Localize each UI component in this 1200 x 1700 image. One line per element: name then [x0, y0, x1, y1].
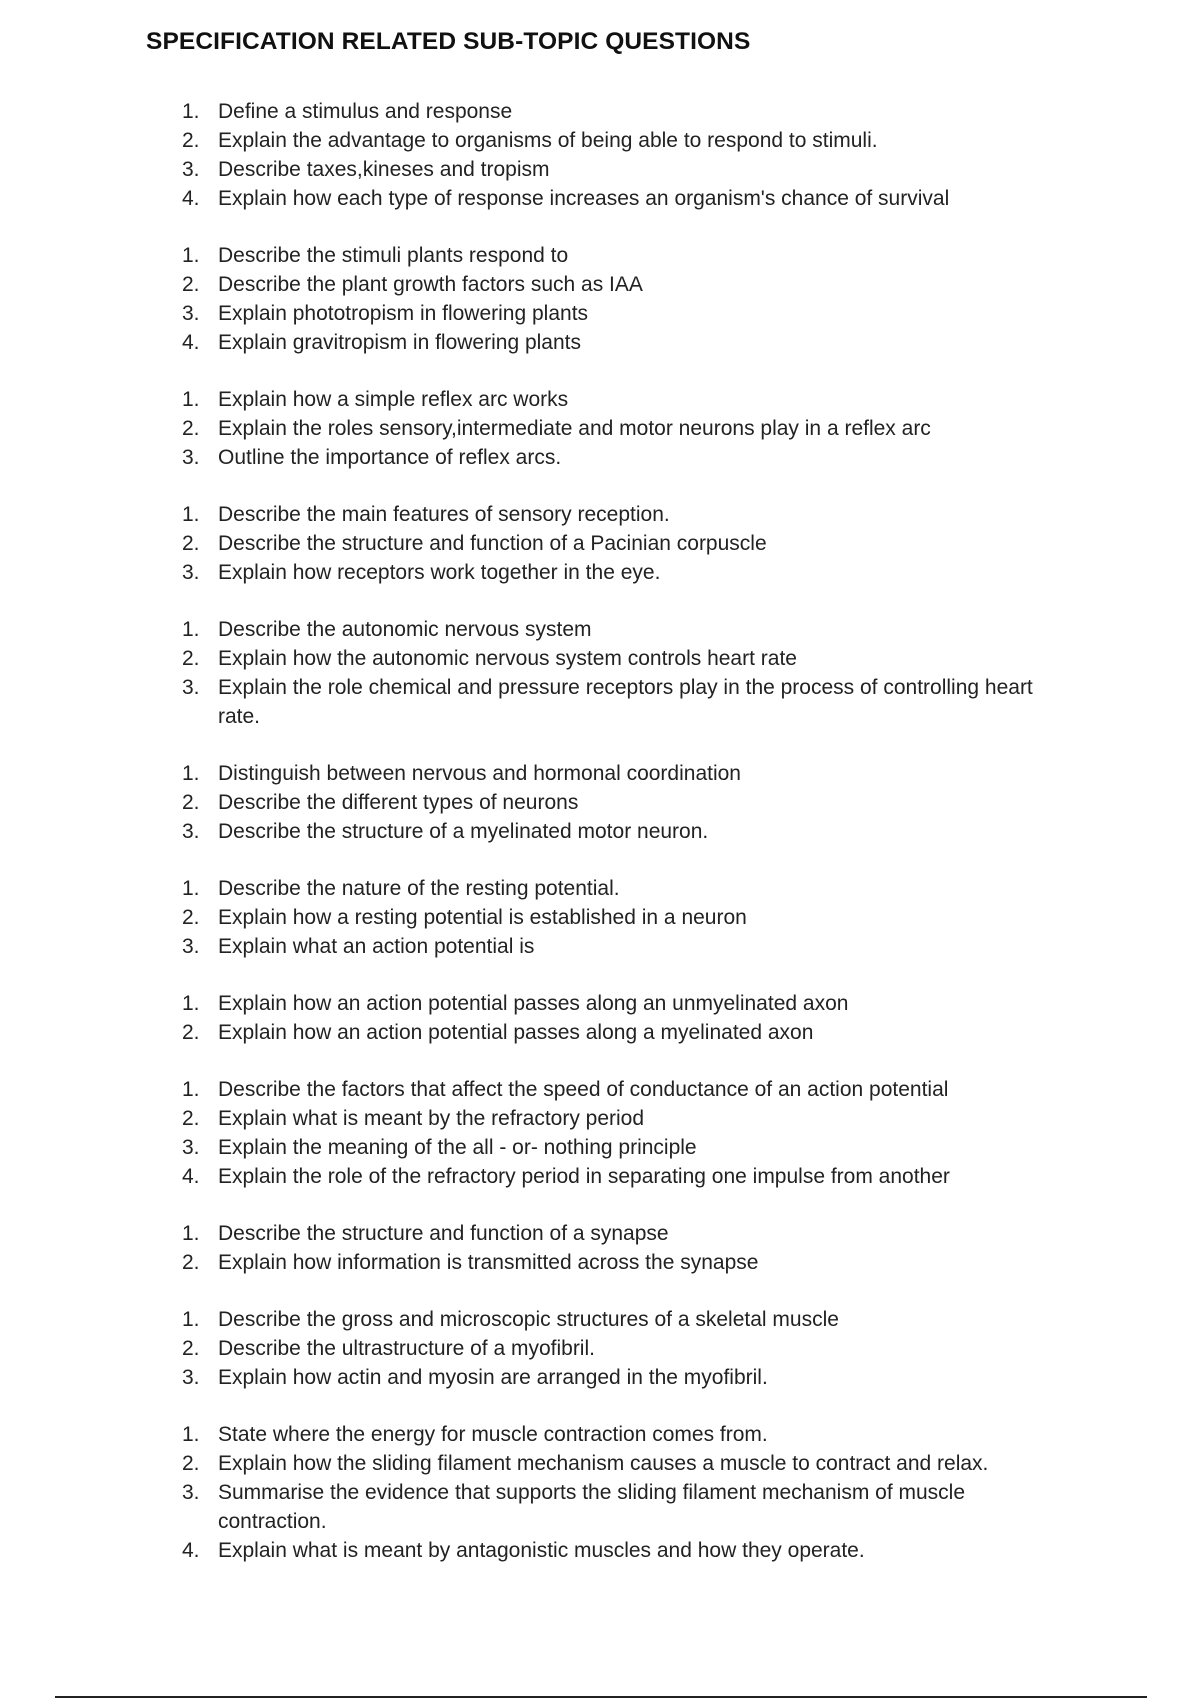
question-number: 4.	[182, 1165, 200, 1188]
question-number: 1.	[182, 388, 200, 411]
question-text: Describe the ultrastructure of a myofibril.	[218, 1337, 595, 1360]
question-item	[0, 184, 1038, 213]
question-number: 1.	[182, 244, 200, 267]
question-group	[0, 874, 1200, 961]
question-group	[0, 500, 1200, 587]
question-text: Explain what an action potential is	[218, 935, 535, 958]
question-number: 2.	[182, 1337, 200, 1360]
question-text: Explain the advantage to organisms of being able to respond to stimuli.	[218, 129, 878, 152]
question-item	[0, 1219, 1038, 1248]
question-item	[0, 1305, 1038, 1334]
question-text: Explain what is meant by antagonistic muscles and how they operate.	[218, 1539, 865, 1562]
question-text: Distinguish between nervous and hormonal coordination	[218, 762, 741, 785]
question-group	[0, 97, 1200, 213]
question-item	[0, 299, 1038, 328]
question-number: 2.	[182, 906, 200, 929]
question-number: 3.	[182, 302, 200, 325]
question-item	[0, 1334, 1038, 1363]
question-item	[0, 558, 1038, 587]
question-number: 1.	[182, 762, 200, 785]
question-text: Explain how an action potential passes along a myelinated axon	[218, 1021, 814, 1044]
question-group	[0, 1420, 1200, 1565]
question-text: Describe the autonomic nervous system	[218, 618, 592, 641]
question-text: Explain what is meant by the refractory period	[218, 1107, 645, 1130]
question-number: 1.	[182, 503, 200, 526]
question-text: Explain the roles sensory,intermediate and motor neurons play in a reflex arc	[218, 417, 931, 440]
question-text: Describe the plant growth factors such as IAA	[218, 273, 643, 296]
question-group	[0, 1219, 1200, 1277]
question-number: 2.	[182, 791, 200, 814]
page-title: SPECIFICATION RELATED SUB-TOPIC QUESTIONS	[146, 28, 751, 55]
question-text: Explain how each type of response increases an organism's chance of survival	[218, 187, 950, 210]
question-number: 3.	[182, 561, 200, 584]
question-item	[0, 241, 1038, 270]
question-text: Describe the structure of a myelinated motor neuron.	[218, 820, 709, 843]
question-text: Explain phototropism in flowering plants	[218, 302, 589, 325]
question-item	[0, 1449, 1038, 1478]
question-item	[0, 615, 1038, 644]
question-number: 2.	[182, 532, 200, 555]
question-item	[0, 759, 1038, 788]
question-item	[0, 126, 1038, 155]
question-number: 2.	[182, 1107, 200, 1130]
question-text: Explain the role of the refractory period in separating one impulse from another	[218, 1165, 950, 1188]
question-item	[0, 385, 1038, 414]
question-item	[0, 989, 1038, 1018]
question-number: 3.	[182, 820, 200, 843]
question-text: Describe the nature of the resting potential.	[218, 877, 620, 900]
question-number: 3.	[182, 1481, 200, 1504]
question-text: Describe the structure and function of a Pacinian corpuscle	[218, 532, 767, 555]
question-number: 2.	[182, 417, 200, 440]
question-number: 3.	[182, 1136, 200, 1159]
question-text: Explain how the autonomic nervous system controls heart rate	[218, 647, 797, 670]
question-item	[0, 1162, 1038, 1191]
question-item	[0, 1075, 1038, 1104]
question-group	[0, 759, 1200, 846]
question-group	[0, 989, 1200, 1047]
question-item	[0, 500, 1038, 529]
question-item	[0, 1133, 1038, 1162]
question-number: 4.	[182, 331, 200, 354]
question-number: 1.	[182, 1423, 200, 1446]
question-text: Explain the role chemical and pressure receptors play in the process of controlling heart rate.	[218, 676, 1033, 728]
question-item	[0, 270, 1038, 299]
question-item	[0, 1420, 1038, 1449]
question-text: Summarise the evidence that supports the sliding filament mechanism of muscle contraction.	[218, 1481, 966, 1533]
question-groups	[0, 97, 1200, 1593]
question-number: 3.	[182, 158, 200, 181]
question-item	[0, 874, 1038, 903]
question-number: 2.	[182, 273, 200, 296]
question-text: Define a stimulus and response	[218, 100, 513, 123]
question-item	[0, 903, 1038, 932]
question-item	[0, 1478, 1038, 1536]
question-number: 1.	[182, 618, 200, 641]
question-item	[0, 817, 1038, 846]
question-item	[0, 1104, 1038, 1133]
question-text: Describe the main features of sensory reception.	[218, 503, 670, 526]
question-number: 2.	[182, 1251, 200, 1274]
question-item	[0, 932, 1038, 961]
question-item	[0, 1018, 1038, 1047]
question-text: Explain how receptors work together in the eye.	[218, 561, 661, 584]
question-number: 2.	[182, 1452, 200, 1475]
footer-divider	[55, 1696, 1147, 1698]
question-text: Describe the factors that affect the speed of conductance of an action potential	[218, 1078, 949, 1101]
question-number: 2.	[182, 129, 200, 152]
question-number: 1.	[182, 1222, 200, 1245]
question-text: Explain how a simple reflex arc works	[218, 388, 569, 411]
question-text: Outline the importance of reflex arcs.	[218, 446, 562, 469]
question-item	[0, 1536, 1038, 1565]
question-number: 2.	[182, 1021, 200, 1044]
question-text: Explain gravitropism in flowering plants	[218, 331, 581, 354]
question-group	[0, 1305, 1200, 1392]
question-text: Explain the meaning of the all - or- nothing principle	[218, 1136, 697, 1159]
question-number: 1.	[182, 100, 200, 123]
question-text: Explain how the sliding filament mechanism causes a muscle to contract and relax.	[218, 1452, 989, 1475]
question-item	[0, 414, 1038, 443]
question-text: State where the energy for muscle contraction comes from.	[218, 1423, 768, 1446]
question-item	[0, 328, 1038, 357]
question-item	[0, 155, 1038, 184]
question-item	[0, 97, 1038, 126]
question-number: 3.	[182, 935, 200, 958]
question-item	[0, 443, 1038, 472]
question-number: 3.	[182, 1366, 200, 1389]
question-text: Describe taxes,kineses and tropism	[218, 158, 550, 181]
question-text: Explain how a resting potential is established in a neuron	[218, 906, 747, 929]
question-item	[0, 1363, 1038, 1392]
question-text: Explain how an action potential passes along an unmyelinated axon	[218, 992, 849, 1015]
question-number: 4.	[182, 1539, 200, 1562]
question-item	[0, 529, 1038, 558]
question-text: Explain how actin and myosin are arranged in the myofibril.	[218, 1366, 768, 1389]
question-item	[0, 788, 1038, 817]
question-group	[0, 615, 1200, 731]
question-group	[0, 385, 1200, 472]
question-group	[0, 1075, 1200, 1191]
question-group	[0, 241, 1200, 357]
question-number: 4.	[182, 187, 200, 210]
question-number: 1.	[182, 992, 200, 1015]
question-number: 1.	[182, 1308, 200, 1331]
question-item	[0, 644, 1038, 673]
question-text: Explain how information is transmitted across the synapse	[218, 1251, 759, 1274]
question-text: Describe the structure and function of a synapse	[218, 1222, 669, 1245]
question-text: Describe the different types of neurons	[218, 791, 579, 814]
question-text: Describe the stimuli plants respond to	[218, 244, 569, 267]
question-number: 1.	[182, 877, 200, 900]
question-number: 3.	[182, 446, 200, 469]
question-item	[0, 673, 1038, 731]
question-number: 2.	[182, 647, 200, 670]
question-number: 3.	[182, 676, 200, 699]
question-number: 1.	[182, 1078, 200, 1101]
question-text: Describe the gross and microscopic structures of a skeletal muscle	[218, 1308, 839, 1331]
question-item	[0, 1248, 1038, 1277]
